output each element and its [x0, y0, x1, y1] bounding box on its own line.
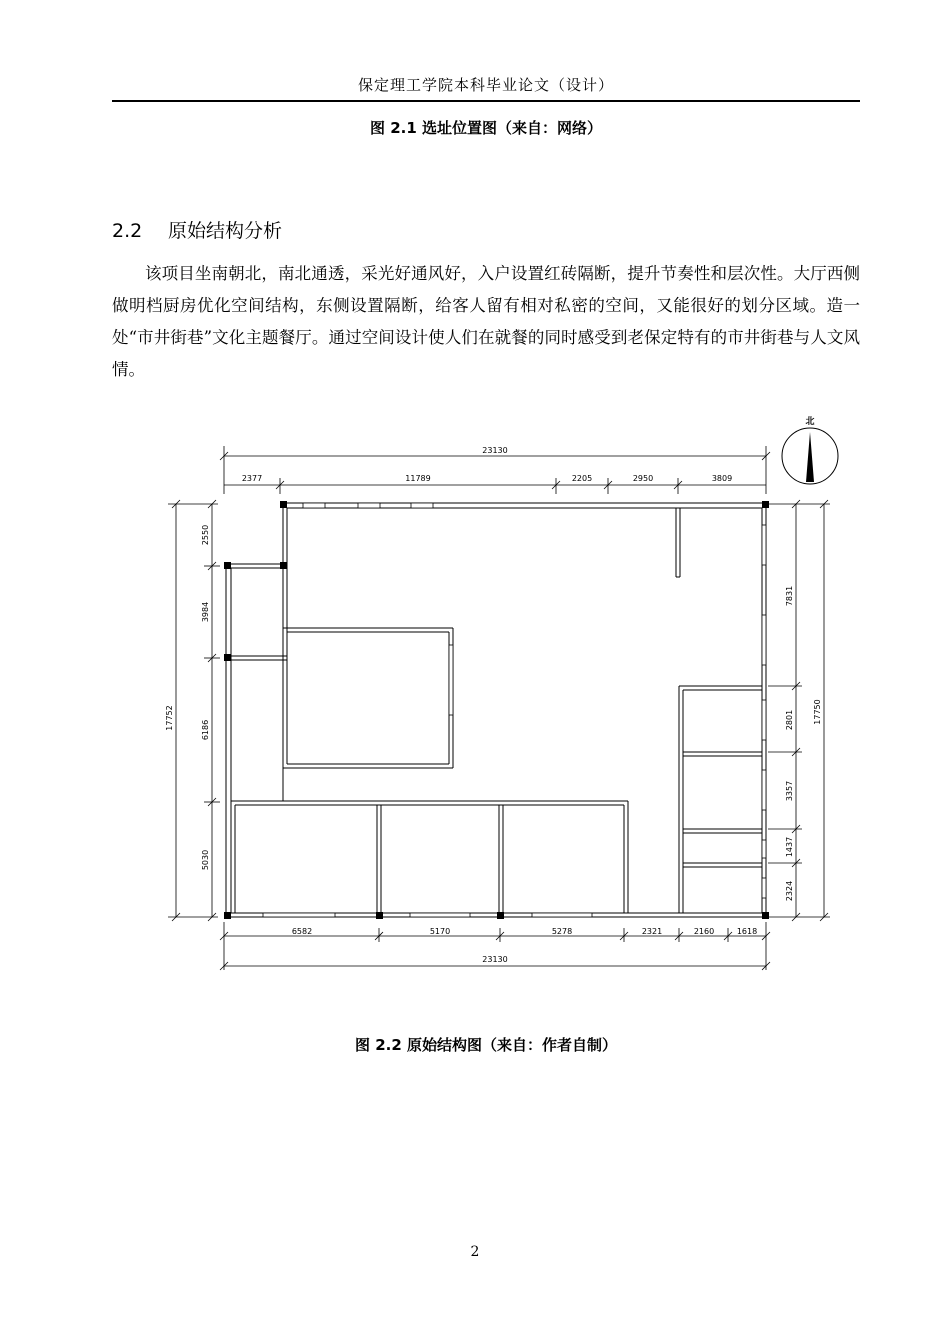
bottom-dimension-5: 2160	[693, 927, 715, 936]
figure-1-caption: 图 2.1 选址位置图（来自：网络）	[369, 119, 603, 137]
right-dimension-4: 1437	[785, 836, 794, 858]
page-header: 保定理工学院本科毕业论文（设计）	[357, 76, 614, 94]
bottom-dimension-1: 6582	[291, 927, 313, 936]
top-dimension-3: 2205	[571, 474, 593, 483]
east-windows	[762, 525, 766, 898]
left-dimension-2: 3984	[201, 601, 210, 623]
right-dimension-1: 7831	[785, 585, 794, 607]
top-dimension-5: 3809	[711, 474, 733, 483]
right-dimension-2: 2801	[785, 709, 794, 731]
right-total-dimension: 17750	[813, 699, 822, 725]
structural-columns	[224, 501, 769, 919]
bottom-dimension-2: 5170	[429, 927, 451, 936]
north-compass	[782, 428, 838, 484]
left-dimension-4: 5030	[201, 849, 210, 871]
top-total-dimension: 23130	[482, 446, 508, 455]
left-dimension-1: 2550	[201, 524, 210, 546]
left-dimension-lines	[168, 500, 220, 921]
top-dimension-4: 2950	[632, 474, 654, 483]
page-number: 2	[470, 1244, 480, 1260]
body-paragraph: 该项目坐南朝北，南北通透，采光好通风好，入户设置红砖隔断，提升节奏性和层次性。大厅西侧做明档厨房优化空间结构，东侧设置隔断，给客人留有相对私密的空间，又能很好的划分区域。造一处“市井街巷”文化主题餐厅。通过空间设计使人们在就餐的同时感受到老保定特有的市井街巷与人文风情。	[112, 264, 860, 379]
top-dimension-1: 2377	[241, 474, 263, 483]
north-windows	[303, 503, 433, 508]
bottom-dimension-4: 2321	[641, 927, 663, 936]
south-windows	[263, 913, 592, 917]
central-room-window	[449, 645, 453, 715]
bottom-dimension-6: 1618	[736, 927, 758, 936]
left-total-dimension: 17752	[165, 705, 174, 731]
right-dimension-5: 2324	[785, 880, 794, 902]
bottom-total-dimension: 23130	[482, 955, 508, 964]
section-title: 原始结构分析	[168, 220, 283, 242]
outer-walls	[226, 503, 766, 917]
top-dimension-2: 11789	[405, 474, 431, 483]
bottom-dimension-3: 5278	[551, 927, 573, 936]
figure-2-caption: 图 2.2 原始结构图（来自：作者自制）	[354, 1036, 618, 1054]
left-dimension-3: 6186	[201, 719, 210, 741]
compass-north-label: 北	[805, 417, 815, 427]
section-number: 2.2	[112, 220, 143, 242]
right-dimension-3: 3357	[785, 780, 794, 802]
interior-partitions	[231, 508, 762, 913]
